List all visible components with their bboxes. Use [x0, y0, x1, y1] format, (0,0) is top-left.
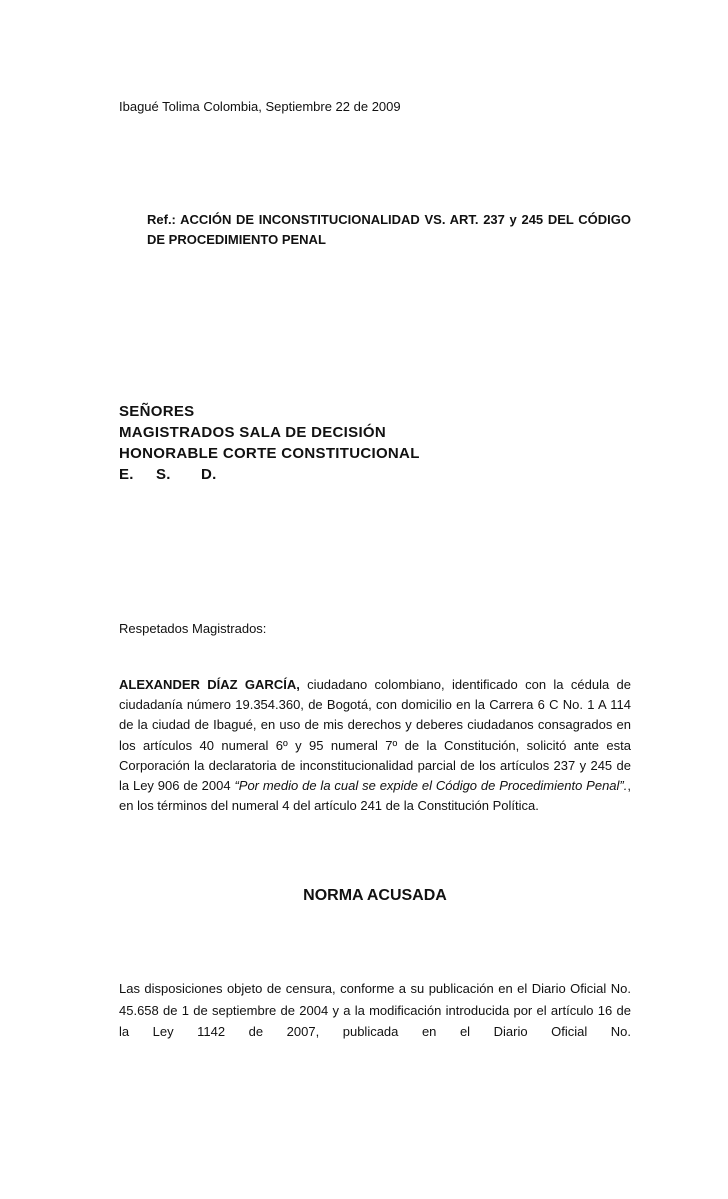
salutation: Respetados Magistrados: [119, 621, 267, 636]
addressee-block [119, 401, 420, 485]
body-paragraph: Las disposiciones objeto de censura, conforme a su publicación en el Diario Oficial No. 45.658 de 1 de septiembre de 2004 y a la modificación introducida por el artículo 16 de la Ley 1142 de 2007, publicada en el Diario Oficial No. [119, 981, 631, 1039]
esd-e: E. [119, 466, 134, 483]
esd-s: S. [156, 466, 171, 483]
law-title-quote: “Por medio de la cual se expide el Código de Procedimiento Penal”. [234, 778, 628, 794]
addressee-esd [119, 464, 420, 485]
intro-text-end: , en los términos del numeral 4 del artículo 241 de la Constitución Política. [119, 778, 631, 814]
esd-d: D. [201, 466, 217, 483]
reference-line: Ref.: ACCIÓN DE INCONSTITUCIONALIDAD VS. ART. 237 y 245 DEL CÓDIGO DE PROCEDIMIENTO PENAL [147, 212, 631, 247]
addressee-line-1: SEÑORES [119, 403, 195, 420]
addressee-line-2: MAGISTRADOS SALA DE DECISIÓN [119, 424, 387, 441]
addressee-line-3: HONORABLE CORTE CONSTITUCIONAL [119, 445, 420, 462]
intro-text: ciudadano colombiano, identificado con la cédula de ciudadanía número 19.354.360, de Bogotá, con domicilio en la Carrera 6 C No. 1 A 114 de la ciudad de Ibagué, en uso de mis derechos y deberes ciudadanos consagrados en los artículos 40 numeral 6º y 95 numeral 7º de la Constitución, solicitó ante esta Corporación la declaratoria de inconstitucionalidad parcial de los artículos 237 y 245 de la Ley 906 de 2004 [119, 677, 631, 794]
section-title: NORMA ACUSADA [303, 887, 447, 904]
place-date: Ibagué Tolima Colombia, Septiembre 22 de 2009 [119, 99, 401, 114]
petitioner-name: ALEXANDER DÍAZ GARCÍA, [119, 677, 300, 692]
intro-paragraph [119, 675, 631, 816]
